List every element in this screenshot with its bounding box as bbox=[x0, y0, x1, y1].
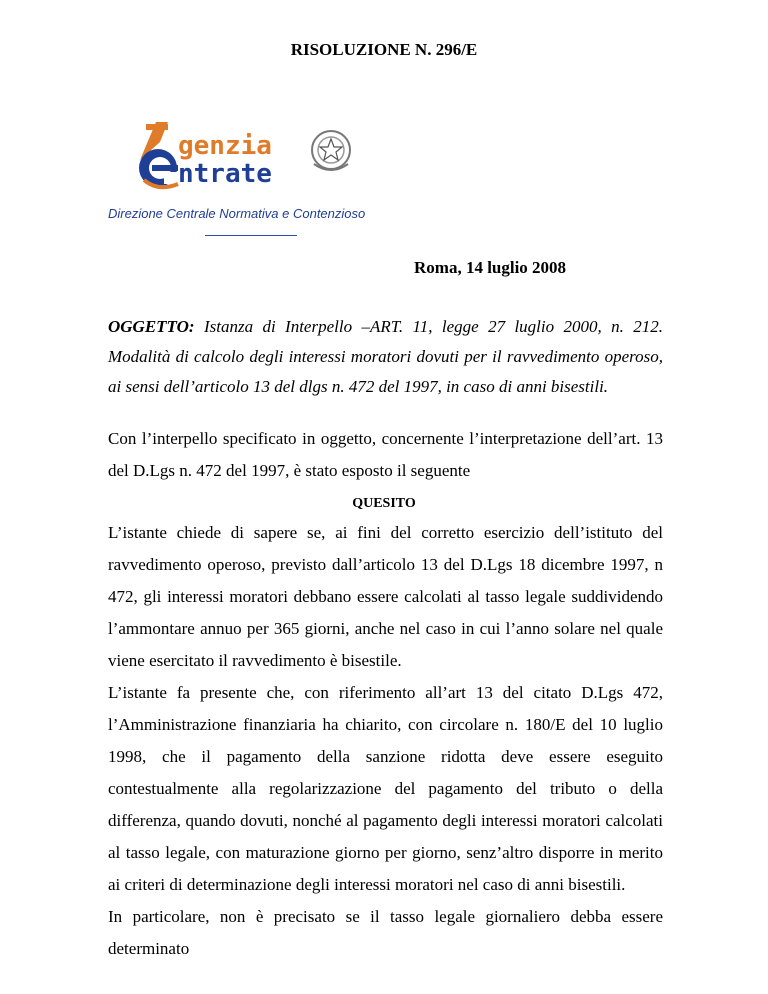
logo-text-line2: ntrate bbox=[178, 159, 272, 189]
department-name: Direzione Centrale Normativa e Contenzioso bbox=[108, 206, 366, 221]
subject-block bbox=[108, 312, 663, 402]
section-heading: QUESITO bbox=[352, 496, 416, 511]
paragraph: In particolare, non è precisato se il tasso legale giornaliero debba essere determinato bbox=[108, 907, 663, 958]
paragraph: L’istante fa presente che, con riferimento all’art 13 del citato D.Lgs 472, l’Amministrazione finanziaria ha chiarito, con circolare n. 180/E del 10 luglio 1998, che il pagamento della sanzione ridotta deve essere eseguito contestualmente alla regolarizzazione del pagamento del tributo o della differenza, quando dovuti, nonché al pagamento degli interessi moratori calcolati al tasso legale, con maturazione giorno per giorno, senz’altro disporre in merito ai criteri di determinazione degli interessi moratori nel caso di anni bisestili. bbox=[108, 683, 663, 894]
document-number: RISOLUZIONE N. 296/E bbox=[290, 40, 478, 59]
paragraph: L’istante chiede di sapere se, ai fini del corretto esercizio dell’istituto del ravvedimento operoso, previsto dall’articolo 13 del D.Lgs 18 dicembre 1997, n 472, gli interessi moratori debbano essere calcolati al tasso legale suddividendo l’ammontare annuo per 365 giorni, anche nel caso in cui l’anno solare nel quale viene esercitato il ravvedimento è bisestile. bbox=[108, 523, 663, 670]
republic-emblem-icon bbox=[312, 131, 350, 170]
subject-label: OGGETTO: bbox=[108, 317, 195, 336]
body-text bbox=[108, 517, 663, 965]
logo-text-line1: genzia bbox=[178, 131, 272, 161]
intro-paragraph: Con l’interpello specificato in oggetto, concernente l’interpretazione dell’art. 13 del D.Lgs n. 472 del 1997, è stato esposto il seguente bbox=[108, 429, 663, 480]
logo-graphic bbox=[138, 120, 353, 192]
agenzia-entrate-logo bbox=[138, 120, 353, 192]
department-divider bbox=[205, 235, 297, 236]
subject-text: Istanza di Interpello –ART. 11, legge 27 luglio 2000, n. 212. Modalità di calcolo degli interessi moratori dovuti per il ravvedimento operoso, ai sensi dell’articolo 13 del dlgs n. 472 del 1997, in caso di anni bisestili. bbox=[108, 317, 663, 396]
date-line: Roma, 14 luglio 2008 bbox=[414, 258, 567, 277]
